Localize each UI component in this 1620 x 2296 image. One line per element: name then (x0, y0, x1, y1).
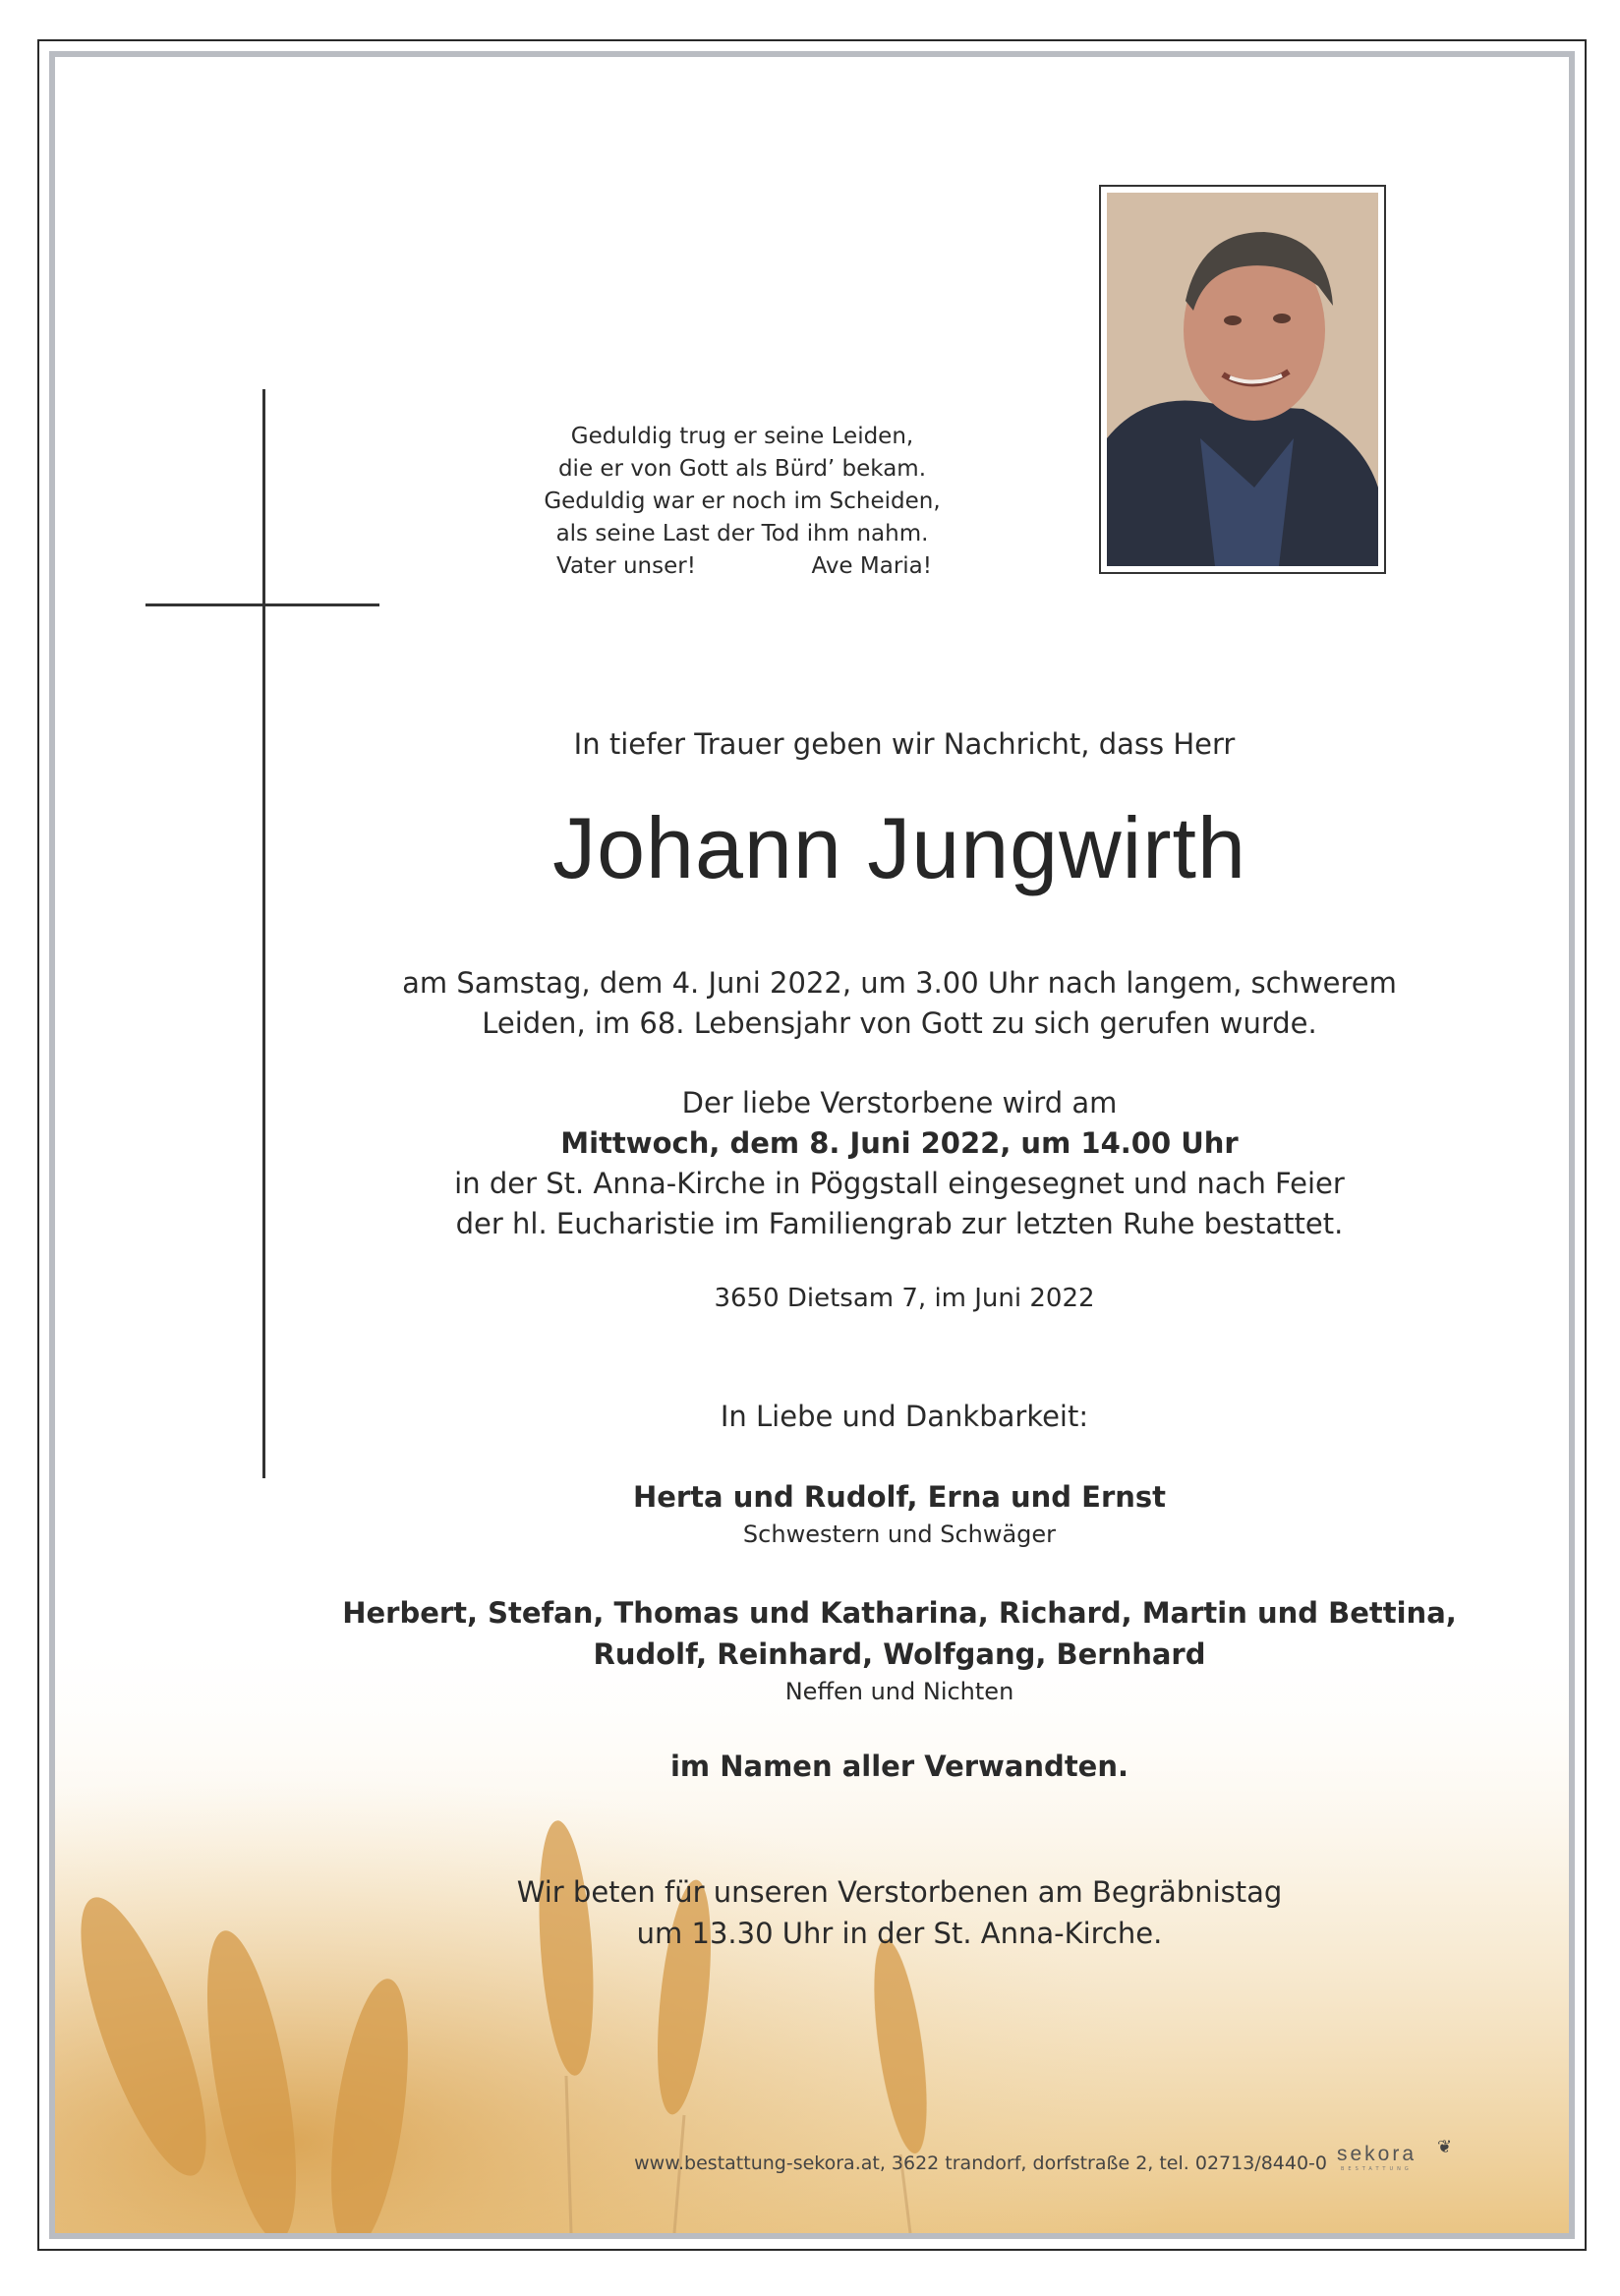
mourner-group-nephews (295, 1592, 1504, 1708)
deceased-name: Johann Jungwirth (552, 799, 1246, 896)
death-notice (295, 963, 1504, 1044)
prayer-left: Vater unser! (556, 553, 696, 579)
logo-subtext: BESTATTUNG (1341, 2166, 1413, 2172)
announcement-intro: In tiefer Trauer geben wir Nachricht, dass Herr (573, 727, 1236, 761)
poem-line: Geduldig war er noch im Scheiden, (544, 488, 941, 514)
funeral-date: Mittwoch, dem 8. Juni 2022, um 14.00 Uhr (560, 1126, 1239, 1160)
poem-line: als seine Last der Tod ihm nahm. (555, 521, 929, 546)
closing-line: im Namen aller Verwandten. (669, 1750, 1129, 1783)
funeral-line: Der liebe Verstorbene wird am (681, 1086, 1118, 1119)
prayer-line: Wir beten für unseren Verstorbenen am Begräbnistag (516, 1875, 1283, 1909)
logo-text: sekora (1337, 2143, 1418, 2165)
poem-line: Geduldig trug er seine Leiden, (570, 424, 914, 449)
cross-horizontal-bar (145, 603, 379, 606)
mourner-relation: Neffen und Nichten (784, 1678, 1014, 1705)
sekora-logo (1337, 2137, 1455, 2178)
mourner-names: Herbert, Stefan, Thomas und Katharina, Richard, Martin und Bettina, (342, 1596, 1457, 1630)
cross-vertical-bar (262, 389, 265, 1478)
mourners-heading: In Liebe und Dankbarkeit: (720, 1400, 1089, 1433)
prayer-right: Ave Maria! (811, 553, 932, 579)
death-line: Leiden, im 68. Lebensjahr von Gott zu sich gerufen wurde. (482, 1006, 1317, 1040)
funeral-line: der hl. Eucharistie im Familiengrab zur letzten Ruhe bestattet. (455, 1207, 1344, 1240)
poem-prayers (531, 550, 954, 583)
funeral-notice (295, 1083, 1504, 1244)
prayer-line: um 13.30 Uhr in der St. Anna-Kirche. (636, 1917, 1163, 1950)
footer-contact: www.bestattung-sekora.at, 3622 trandorf, dorfstraße 2, tel. 02713/8440-0 (634, 2152, 1327, 2174)
dove-icon: ❦ (1437, 2137, 1453, 2157)
portrait-photo (1099, 185, 1386, 574)
death-line: am Samstag, dem 4. Juni 2022, um 3.00 Uhr nach langem, schwerem (402, 966, 1397, 1000)
mourner-group-siblings (295, 1476, 1504, 1551)
prayer-notice (295, 1871, 1504, 1954)
mourner-names: Herta und Rudolf, Erna und Ernst (632, 1480, 1167, 1514)
mourner-relation: Schwestern und Schwäger (742, 1521, 1057, 1548)
mourner-names: Rudolf, Reinhard, Wolfgang, Bernhard (593, 1637, 1206, 1671)
place-date: 3650 Dietsam 7, im Juni 2022 (714, 1284, 1095, 1313)
portrait-image (1107, 193, 1378, 566)
memorial-poem (531, 421, 954, 583)
funeral-line: in der St. Anna-Kirche in Pöggstall eingesegnet und nach Feier (454, 1167, 1345, 1200)
poem-line: die er von Gott als Bürd’ bekam. (557, 456, 927, 482)
